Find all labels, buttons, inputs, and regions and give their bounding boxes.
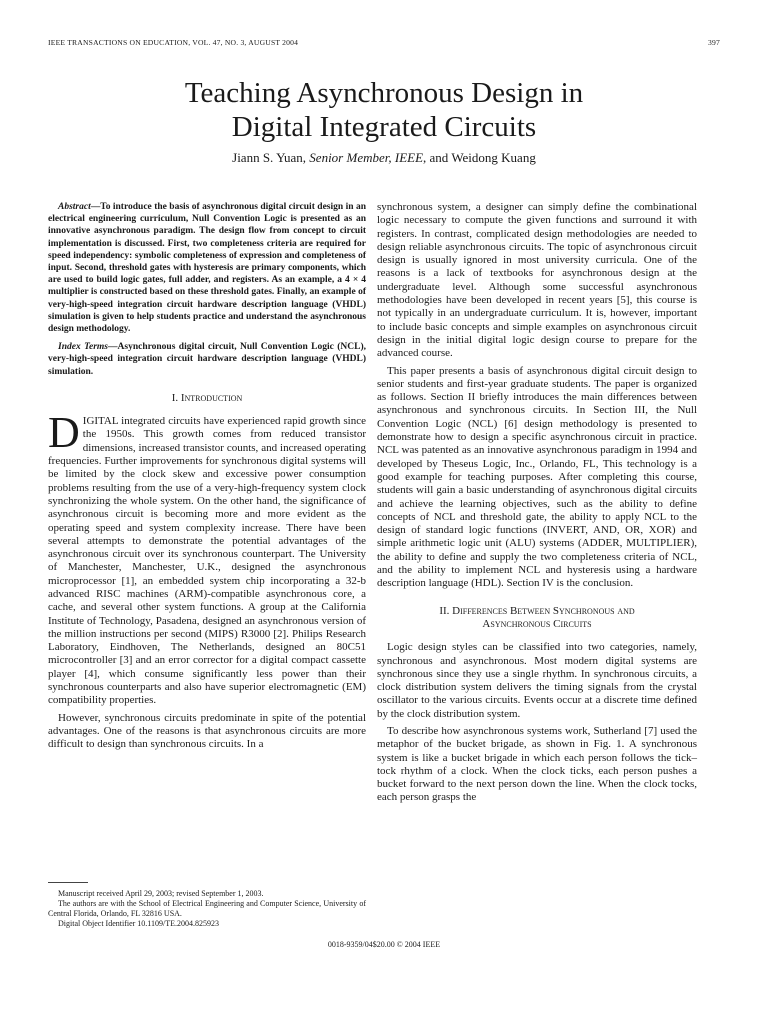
footnote-rule [48, 882, 88, 883]
section2-heading-line-2: Asynchronous Circuits [482, 617, 592, 630]
section2-heading-line-1: II. Differences Between Synchronous and [439, 604, 635, 617]
right-paragraph-2: This paper presents a basis of asynchronous digital circuit design to senior students and first-year graduate students. The paper is organized as follows. Section II briefly introduces the main differences between asynchronous and synchronous circuits. In Section III, the Null Convention Logic (NCL) [6] design methodology is presented to demonstrate how to design a specific asynchronous circuit in practice. NCL was patented as an innovative asynchronous paradigm in 1994 and developed by Theseus Logic, Inc., Orlando, FL, This technology is a good example for teaching purposes. After completing this course, students will gain a basic understanding of asynchronous digital circuits and achieve the learning objectives, such as the ability to define concepts of NCL and threshold gate, the ability to apply NCL to the design of standard logic functions (INVERT, AND, OR, XOR) and simple arithmetic logic unit (ALU) systems (ADDER, MULTIPLIER), the ability to define and supply the two completeness criteria of NCL, and the ability to implement NCL and hysteresis using a hardware description language (HDL). Section IV is the conclusion. [377, 364, 697, 590]
authors: Jiann S. Yuan, Senior Member, IEEE, and Weidong Kuang [232, 150, 536, 165]
index-terms-paragraph [48, 341, 366, 378]
right-column [377, 201, 697, 809]
author-2: Weidong Kuang [451, 150, 536, 165]
abstract [48, 201, 366, 378]
footnote-line-1: Manuscript received April 29, 2003; revised September 1, 2003. [58, 889, 264, 898]
copyright-line: 0018-9359/04$20.00 © 2004 IEEE [327, 940, 441, 949]
running-header [48, 38, 720, 50]
right-paragraph-1: synchronous system, a designer can simply define the combinational logic necessary to compute the given functions and surround it with registers. In contrast, complicated design methodologies are needed to design reliable asynchronous circuits. The topic of asynchronous circuit design is usually ignored in most university curricula. One of the reasons is a lack of textbooks for asynchronous design at the undergraduate level. Although some successful asynchronous methodologies have been developed in recent years [5], this course is not typically in an undergraduate curriculum. It is, however, important to include basic concepts and simple examples on asynchronous circuit design in the initial digital logic design course to prepare for the advanced course. [377, 201, 697, 360]
intro-paragraph-1 [48, 408, 366, 708]
footnote-line-3: Digital Object Identifier 10.1109/TE.2004.825923 [58, 919, 220, 928]
right-paragraph-4: To describe how asynchronous systems work, Sutherland [7] used the metaphor of the bucket brigade, as shown in Fig. 1. A synchronous system is like a bucket brigade in which each person follows the tick–tock rhythm of a clock. When the clock ticks, each person pushes a bucket forward to the next person down the line. When the clock tocks, each person grasps the [377, 724, 697, 804]
author-1-role: Senior Member, IEEE [309, 150, 424, 165]
page-number: 397 [708, 38, 720, 47]
author-separator: , and [423, 150, 452, 165]
footnote [48, 882, 366, 929]
abstract-text: —To introduce the basis of asynchronous digital circuit design in an electrical engineering curriculum, Null Convention Logic is presented as an innovative asynchronous paradigm. The design flow from concept to circuit implementation is discussed. First, two completeness criteria are required for speed independency: symbolic completeness of expression and completeness of input. Second, threshold gates with hysteresis are primary components, which are used to build logic gates, full adder, and registers. As an example, a 4 × 4 multiplier is constructed based on these threshold gates. Finally, an example of very-high-speed integration circuit hardware description language (VHDL) simulation is given to help students practice and understand the asynchronous design methodology. [48, 202, 366, 335]
drop-cap: D [48, 408, 80, 458]
journal-info: IEEE TRANSACTIONS ON EDUCATION, VOL. 47, NO. 3, AUGUST 2004 [48, 38, 299, 47]
paper-title [0, 76, 768, 144]
section-heading-differences [377, 605, 697, 632]
title-line-2: Digital Integrated Circuits [231, 111, 537, 143]
author-1: Jiann S. Yuan [232, 150, 303, 165]
index-terms-text: —Asynchronous digital circuit, Null Convention Logic (NCL), very-high-speed integration circuit hardware description language (VHDL) simulation. [48, 342, 366, 377]
footnote-line-2: The authors are with the School of Electrical Engineering and Computer Science, University of Central Florida, Orlando, FL 32816 USA. [48, 899, 366, 918]
left-column [48, 201, 366, 756]
abstract-label: Abstract [58, 202, 91, 212]
title-line-1: Teaching Asynchronous Design in [184, 77, 584, 109]
intro-paragraph-2: However, synchronous circuits predominate in spite of the potential advantages. One of the reasons is that asynchronous circuits are more difficult to design than synchronous circuits. In a [48, 711, 366, 751]
intro-paragraph-1-text: IGITAL integrated circuits have experienced rapid growth since the 1950s. This growth comes from reduced transistor dimensions, increased transistor counts, and increased operating frequencies. Further improvements for synchronous digital systems will be limited by the clock skew and excessive power consumption problems resulting from the use of a very-high-frequency system clock synchronizing the whole system. On the other hand, the significance of asynchronous circuit is becoming more and more evident as the operating speed and system complexity increase. There have been several attempts to demonstrate the potential advantages of the asynchronous circuit over its synchronous counterpart. The University of Manchester, Manchester, U.K., designed the asynchronous microprocessor [1], an embedded system chip incorporating a 32-b advanced RISC machines (ARM)-compatible asynchronous core, a cache, and several other system functions. A group at the California Institute of Technology, Pasadena, designed an asynchronous version of the million instructions per second (MIPS) R3000 [2]. Philips Research Laboratory, Eindhoven, The Netherlands, designed an 80C51 microcontroller [3] and an error corrector for a digital compact cassette player [4], which consume significantly less power than their synchronous counterparts and also have superior electromagnetic (EM) compatibility properties. [48, 415, 366, 707]
right-paragraph-3: Logic design styles can be classified into two categories, namely, synchronous and asynchronous. Most modern digital systems are synchronous since they use a single rhythm. In synchronous circuits, a clock distribution system delivers the timing signals from the crystal oscillator to the various circuits. Events occur at a discrete time defined by the clock distribution system. [377, 641, 697, 720]
index-terms-label: Index Terms [58, 342, 109, 353]
abstract-paragraph [48, 201, 366, 335]
section-heading-introduction: I. Introduction [171, 391, 243, 404]
